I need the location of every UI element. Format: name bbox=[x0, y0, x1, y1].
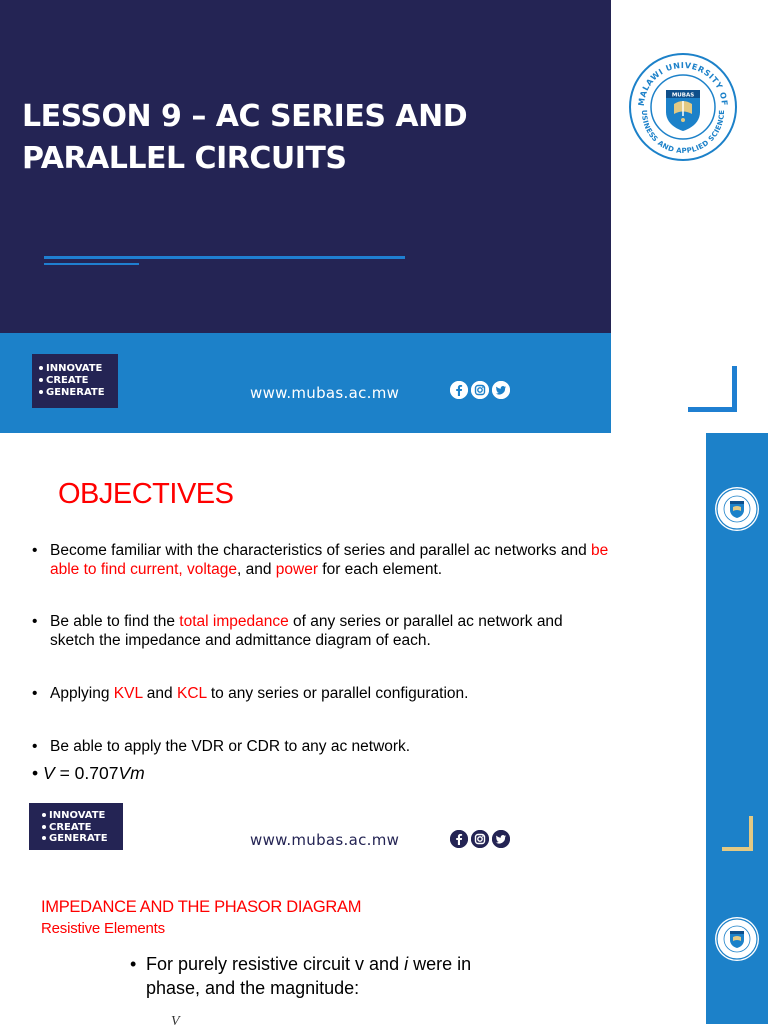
equation-rhs: Vm bbox=[118, 763, 145, 783]
bullet-dot-icon bbox=[42, 836, 46, 840]
bullet-icon: • bbox=[32, 763, 39, 783]
equation-lhs: V bbox=[43, 763, 55, 783]
gold-corner-horizontal bbox=[722, 847, 753, 851]
bullet-dot-icon bbox=[42, 813, 46, 817]
rail-seal-logo-lower bbox=[714, 916, 760, 962]
objective-3-text-c: to any series or parallel configuration. bbox=[206, 685, 469, 702]
instagram-icon[interactable] bbox=[471, 381, 489, 399]
objective-1-text-b: , and bbox=[236, 561, 276, 578]
bullet-icon: • bbox=[32, 613, 38, 630]
objective-item bbox=[32, 541, 692, 579]
title-slide bbox=[0, 0, 768, 433]
social-links bbox=[450, 381, 510, 399]
resistive-text-a: For purely resistive circuit v and bbox=[146, 954, 405, 974]
bullet-icon: • bbox=[32, 738, 38, 755]
motto-generate: GENERATE bbox=[46, 387, 105, 398]
bullet-icon: • bbox=[32, 685, 38, 702]
gold-corner-vertical bbox=[749, 816, 753, 851]
twitter-icon[interactable] bbox=[492, 830, 510, 848]
facebook-icon[interactable] bbox=[450, 381, 468, 399]
equation-fragment: V bbox=[171, 1014, 180, 1029]
objective-2-text-b: of any series or parallel ac network and bbox=[288, 613, 563, 630]
bullet-dot-icon bbox=[39, 378, 43, 382]
motto-generate: GENERATE bbox=[49, 833, 108, 844]
social-links bbox=[450, 830, 510, 848]
objective-2-highlight: total impedance bbox=[179, 613, 289, 630]
bullet-icon: • bbox=[130, 954, 137, 974]
twitter-icon[interactable] bbox=[492, 381, 510, 399]
university-seal-logo bbox=[628, 52, 738, 162]
objective-item bbox=[32, 737, 692, 756]
motto-innovate: INNOVATE bbox=[49, 810, 106, 821]
lesson-title-line2: PARALLEL CIRCUITS bbox=[22, 141, 347, 176]
corner-bracket-horizontal bbox=[688, 407, 737, 412]
resistive-subheading: Resistive Elements bbox=[41, 920, 165, 937]
bullet-dot-icon bbox=[42, 825, 46, 829]
objective-item bbox=[32, 684, 692, 703]
website-link[interactable]: www.mubas.ac.mw bbox=[250, 384, 400, 402]
rail-seal-logo bbox=[714, 486, 760, 532]
objective-3-highlight-a: KVL bbox=[113, 685, 143, 702]
resistive-text-b: were in bbox=[408, 954, 472, 974]
objective-2-text-a: Be able to find the bbox=[50, 613, 180, 630]
objective-1-highlight-c: power bbox=[275, 561, 318, 578]
objective-1-text-a: Become familiar with the characteristics of series and parallel ac networks and bbox=[50, 542, 592, 559]
objective-2-text-c: sketch the impedance and admittance diagram of each. bbox=[50, 632, 431, 649]
objective-1-text-c: for each element. bbox=[317, 561, 443, 578]
accent-line-short bbox=[44, 263, 139, 265]
resistive-text-i: i bbox=[404, 954, 409, 974]
bullet-icon: • bbox=[32, 542, 38, 559]
title-panel bbox=[0, 0, 611, 333]
motto-badge bbox=[29, 803, 123, 850]
objective-3-text-b: and bbox=[142, 685, 177, 702]
equation-mid: = 0.707 bbox=[54, 763, 119, 783]
bullet-dot-icon bbox=[39, 366, 43, 370]
objective-4-text: Be able to apply the VDR or CDR to any ac network. bbox=[50, 738, 411, 755]
impedance-heading: IMPEDANCE AND THE PHASOR DIAGRAM bbox=[41, 898, 362, 916]
seal-center-text: MUBAS bbox=[671, 92, 695, 99]
seal-arc-bottom: USINESS AND APPLIED SCIENCE bbox=[639, 109, 727, 156]
objective-3-text-a: Applying bbox=[50, 685, 114, 702]
lesson-title bbox=[22, 96, 582, 180]
rms-equation bbox=[32, 763, 145, 784]
resistive-bullet bbox=[130, 952, 550, 1000]
motto-badge bbox=[32, 354, 118, 408]
website-link[interactable]: www.mubas.ac.mw bbox=[250, 831, 400, 849]
motto-innovate: INNOVATE bbox=[46, 363, 103, 374]
objective-1-highlight-a: be bbox=[591, 542, 609, 559]
corner-bracket-vertical bbox=[732, 366, 737, 412]
bullet-dot-icon bbox=[39, 390, 43, 394]
objective-3-highlight-b: KCL bbox=[176, 685, 207, 702]
objective-item bbox=[32, 612, 692, 650]
instagram-icon[interactable] bbox=[471, 830, 489, 848]
facebook-icon[interactable] bbox=[450, 830, 468, 848]
accent-line-long bbox=[44, 256, 405, 259]
lesson-title-line1: LESSON 9 – AC SERIES AND bbox=[22, 99, 468, 134]
motto-create: CREATE bbox=[49, 821, 92, 833]
motto-create: CREATE bbox=[46, 375, 89, 386]
objective-1-highlight-b: able to find current, voltage bbox=[50, 561, 237, 578]
resistive-text-c: phase, and the magnitude: bbox=[146, 978, 360, 998]
seal-arc-top: MALAWI UNIVERSITY OF bbox=[636, 60, 730, 107]
objectives-heading: OBJECTIVES bbox=[58, 478, 234, 510]
